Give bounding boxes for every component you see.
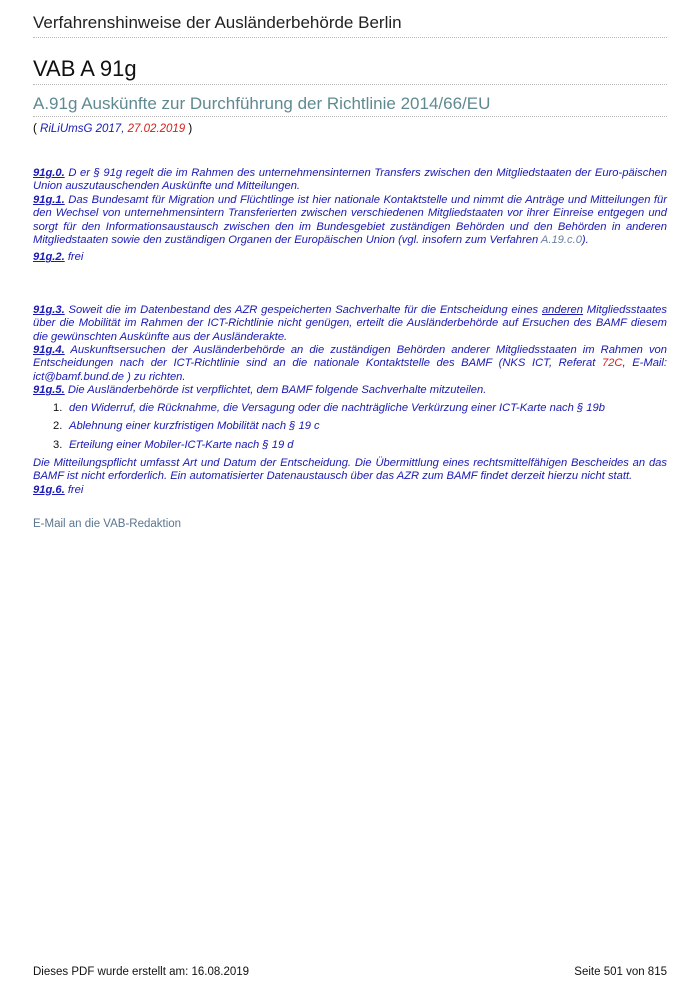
footer-created-date: Dieses PDF wurde erstellt am: 16.08.2019 <box>33 966 250 978</box>
list-marker: 3. <box>53 438 63 451</box>
list-item <box>33 439 667 452</box>
paragraph-text: Auskunftsersuchen der Ausländerbehörde an die zuständigen Behörden anderer Mitgliedsstaaten im Rahmen von Entscheidungen nach der ICT-Richtlinie sind an die nationale Kontaktstelle des BAMF (NKS ICT, Referat <box>33 344 667 370</box>
meta-source: RiLiUmsG 2017, <box>40 123 125 135</box>
paragraph-91g-1 <box>33 194 667 248</box>
paragraph-text: D er § 91g regelt die im Rahmen des unternehmensinternen Transfers zwischen den Mitgliedstaaten der Euro-päischen Union auszutauschenden Auskünfte und Mitteilungen. <box>33 167 667 193</box>
referat-code: 72C <box>601 357 623 370</box>
page-title: VAB A 91g <box>33 56 137 81</box>
list-item <box>33 402 667 415</box>
content-body <box>33 167 667 497</box>
paragraph-number-link[interactable]: 91g.4. <box>33 344 65 357</box>
paragraph-text-end: , E-Mail: ict@bamf.bund.de ) zu richten. <box>33 357 667 383</box>
paragraph-91g-5-closing: Die Mitteilungspflicht umfasst Art und Datum der Entscheidung. Die Übermittlung eines rechtsmittelfähigen Bescheides an das BAMF ist nicht erforderlich. Ein automatisierter Datenaustausch über das AZR zum BAMF findet derzeit hierzu nicht statt. <box>33 456 667 483</box>
paragraph-number-link[interactable]: 91g.6. <box>33 483 65 496</box>
paragraph-text: Soweit die im Datenbestand des AZR gespeicherten Sachverhalte für die Entscheidung eines <box>64 303 542 316</box>
site-title: Verfahrenshinweise der Ausländerbehörde Berlin <box>33 13 402 32</box>
meta-open: ( <box>33 123 41 135</box>
list-item-text: Erteilung einer Mobiler-ICT-Karte nach § 19 d <box>69 438 294 451</box>
paragraph-91g-5 <box>33 384 667 397</box>
footer-page-number: Seite 501 von 815 <box>574 966 667 978</box>
meta-date: 27.02.2019 <box>127 123 186 135</box>
list-item <box>33 420 667 433</box>
list-marker: 1. <box>53 401 63 414</box>
paragraph-number-link[interactable]: 91g.5. <box>33 384 65 397</box>
paragraph-91g-2 <box>33 251 667 264</box>
cross-reference-link[interactable]: A.19.c.0 <box>540 234 582 247</box>
paragraph-text-end: ). <box>581 234 589 247</box>
list-marker: 2. <box>53 420 63 433</box>
paragraph-91g-0 <box>33 167 667 194</box>
source-meta <box>33 123 192 135</box>
paragraph-number-link[interactable]: 91g.1. <box>33 193 65 206</box>
section-title: A.91g Auskünfte zur Durchführung der Richtlinie 2014/66/EU <box>33 94 491 113</box>
paragraph-text: Das Bundesamt für Migration und Flüchtlinge ist hier nationale Kontaktstelle und nimmt die Anträge und Mitteilungen für den Wechsel von unternehmensintern Transferierten zwischen verschiedenen Mitgliedstaaten vor ihrer Einreise entgegen und sorgt für den Informationsaustausch zwischen den im Bundesgebiet zuständigen Behörden und den Behörden in anderen Mitgliedstaaten sowie den zuständigen Organen der Europäischen Union (vgl. insofern zum Verfahren <box>33 193 667 247</box>
notification-list <box>33 402 667 452</box>
meta-close: ) <box>185 123 193 135</box>
paragraph-91g-4 <box>33 344 667 384</box>
header-divider <box>33 37 667 38</box>
paragraph-text: Die Ausländerbehörde ist verpflichtet, dem BAMF folgende Sachverhalte mitzuteilen. <box>64 384 487 397</box>
paragraph-text: frei <box>64 483 84 496</box>
paragraph-number-link[interactable]: 91g.2. <box>33 251 65 264</box>
email-editor-link[interactable]: E-Mail an die VAB-Redaktion <box>33 518 182 530</box>
list-item-text: den Widerruf, die Rücknahme, die Versagung oder die nachträgliche Verkürzung einer ICT-Karte nach § 19b <box>69 401 605 414</box>
list-item-text: Ablehnung einer kurzfristigen Mobilität nach § 19 c <box>69 420 320 433</box>
title-divider <box>33 84 667 85</box>
paragraph-text: frei <box>64 251 84 264</box>
paragraph-number-link[interactable]: 91g.0. <box>33 167 65 179</box>
paragraph-91g-6 <box>33 484 667 497</box>
paragraph-text-end: Mitgliedsstaates über die Mobilität im Rahmen der ICT-Richtlinie nicht genügen, erteilt die Ausländerbehörde auf Ersuchen des BAMF diesem die gewünschten Auskünfte aus der Ausländerakte. <box>33 303 667 343</box>
paragraph-91g-3 <box>33 304 667 344</box>
emphasis-underlined: anderen <box>541 303 583 316</box>
paragraph-number-link[interactable]: 91g.3. <box>33 303 65 316</box>
section-divider <box>33 116 667 117</box>
